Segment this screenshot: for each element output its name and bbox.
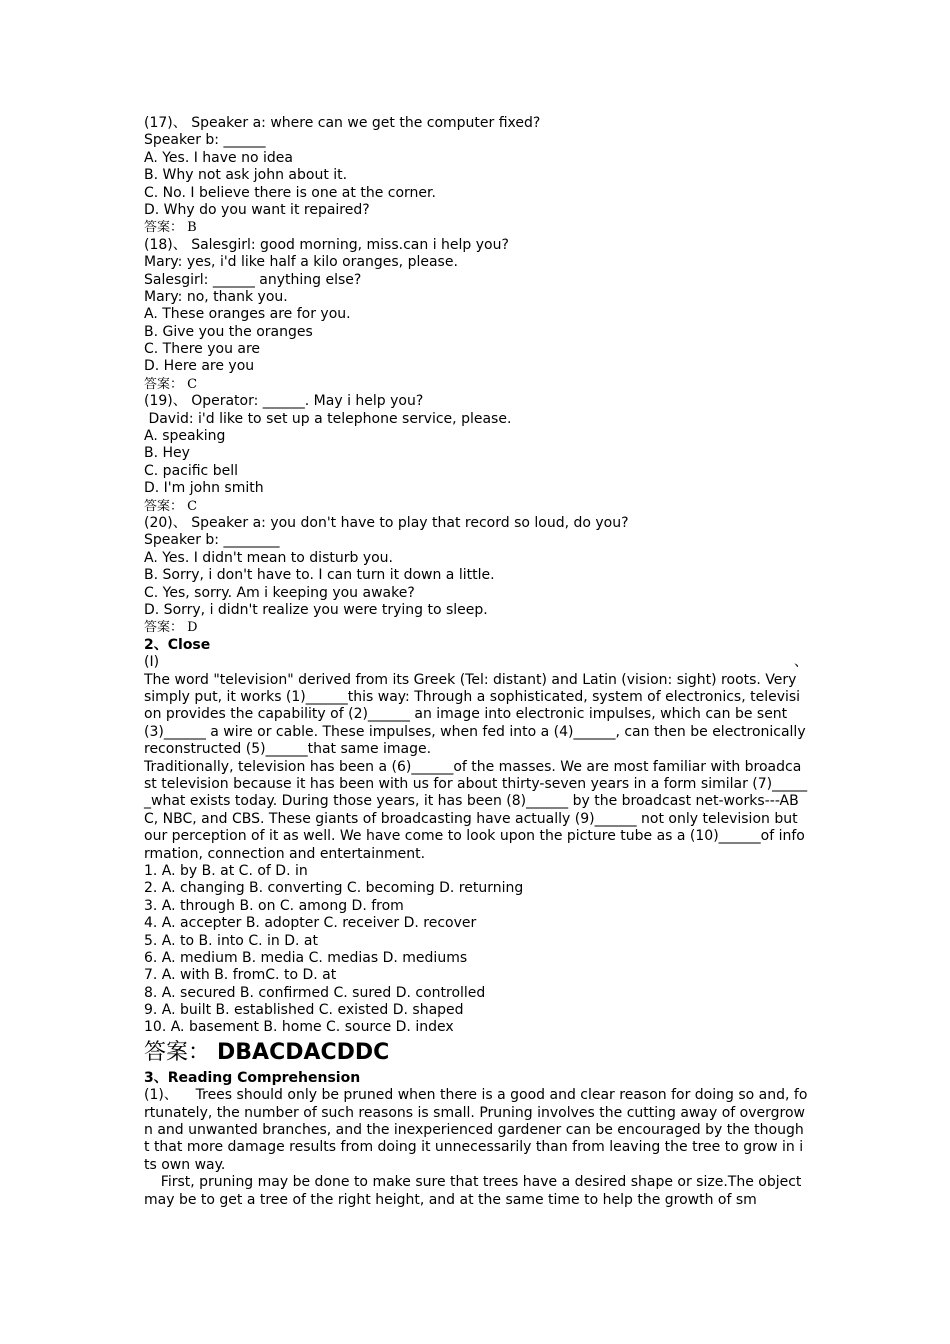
reading-heading: 3、Reading Comprehension — [144, 1069, 361, 1086]
q19-stem: (19)、 Operator: ______. May i help you? — [144, 393, 424, 410]
cloze-option-8: 8. A. secured B. confirmed C. sured D. controlled — [144, 984, 486, 1001]
q18-stem: (18)、 Salesgirl: good morning, miss.can i help you? — [144, 236, 509, 253]
q20-stem: (20)、 Speaker a: you don't have to play that record so loud, do you? — [144, 514, 629, 531]
cloze-option-9: 9. A. built B. established C. existed D. shaped — [144, 1002, 464, 1019]
q17-prompt: Speaker b: ______ — [144, 132, 266, 149]
q18-option-d: D. Here are you — [144, 358, 255, 375]
cloze-option-7: 7. A. with B. fromC. to D. at — [144, 967, 337, 984]
q18-line-1: Mary: yes, i'd like half a kilo oranges, please. — [144, 254, 458, 271]
q20-option-a: A. Yes. I didn't mean to disturb you. — [144, 549, 393, 566]
cloze-option-3: 3. A. through B. on C. among D. from — [144, 897, 404, 914]
q18-option-a: A. These oranges are for you. — [144, 306, 351, 323]
cloze-option-1: 1. A. by B. at C. of D. in — [144, 862, 308, 879]
q19-option-a: A. speaking — [144, 428, 226, 445]
cloze-paragraph-1: The word "television" derived from its Greek (Tel: distant) and Latin (vision: sight) roots. Very simply put, it works (1)______this way: Through a sophisticated, system of electronics, television provides the capability of (2)______ an image into electronic impulses, which can be sent (3)______ a wire or cable. These impulses, when fed into a (4)______, can then be electronically reconstructed (5)______that same image. — [144, 671, 806, 758]
q20-prompt: Speaker b: ________ — [144, 532, 280, 549]
q18-answer: 答案： C — [144, 376, 198, 392]
q20-option-d: D. Sorry, i didn't realize you were trying to sleep. — [144, 601, 488, 618]
cloze-heading: 2、Close — [144, 636, 211, 653]
q20-answer: 答案： D — [144, 620, 198, 636]
q19-prompt: David: i'd like to set up a telephone service, please. — [144, 410, 512, 427]
cloze-paragraph-2: Traditionally, television has been a (6)______of the masses. We are most familiar with broadcast television because it has been with us for about thirty-seven years in a form similar (7)______what exists today. During those years, it has been (8)______ by the broadcast net-works---ABC, NBC, and CBS. These giants of broadcasting have actually (9)______ not only television but our perception of it as well. We have come to look upon the picture tube as a (10)______of information, connection and entertainment. — [144, 758, 808, 862]
q18-option-b: B. Give you the oranges — [144, 323, 313, 340]
q18-option-c: C. There you are — [144, 341, 261, 358]
q19-option-b: B. Hey — [144, 445, 190, 462]
q17-option-a: A. Yes. I have no idea — [144, 149, 293, 166]
q18-line-3: Mary: no, thank you. — [144, 288, 288, 305]
q17-option-b: B. Why not ask john about it. — [144, 167, 348, 184]
cloze-option-2: 2. A. changing B. converting C. becoming D. returning — [144, 880, 524, 897]
cloze-answer-label: 答案： — [144, 1039, 211, 1065]
cloze-answer-value: DBACDACDDC — [217, 1039, 390, 1065]
q17-stem: (17)、 Speaker a: where can we get the computer fixed? — [144, 115, 541, 131]
reading-paragraph-1: (1)、 Trees should only be pruned when there is a good and clear reason for doing so and, fortunately, the number of such reasons is small. Pruning involves the cutting away of overgrown and unwanted branches, and the inexperienced gardener can be encouraged by the thought that more damage results from doing it unnecessarily than from leaving the tree to grow in its own way. — [144, 1087, 808, 1173]
reading-paragraph-2: First, pruning may be done to make sure that trees have a desired shape or size.The object may be to get a tree of the right height, and at the same time to help the growth of sm — [144, 1174, 802, 1208]
q19-answer: 答案： C — [144, 498, 198, 514]
cloze-marker: (I) — [144, 654, 160, 671]
cloze-option-4: 4. A. accepter B. adopter C. receiver D. recover — [144, 915, 477, 932]
q19-option-d: D. I'm john smith — [144, 480, 264, 497]
cloze-option-5: 5. A. to B. into C. in D. at — [144, 932, 318, 949]
cloze-answer — [144, 1039, 808, 1067]
q20-option-b: B. Sorry, i don't have to. I can turn it down a little. — [144, 567, 495, 584]
q20-option-c: C. Yes, sorry. Am i keeping you awake? — [144, 584, 415, 601]
cloze-marker-line — [144, 654, 808, 671]
cloze-option-6: 6. A. medium B. media C. medias D. mediums — [144, 949, 468, 966]
cloze-marker-tail: 、 — [794, 654, 808, 671]
q18-line-2: Salesgirl: ______ anything else? — [144, 271, 362, 288]
cloze-option-10: 10. A. basement B. home C. source D. index — [144, 1019, 454, 1036]
q17-answer: 答案： B — [144, 220, 197, 236]
q19-option-c: C. pacific bell — [144, 462, 238, 479]
document-page — [144, 115, 808, 1209]
q17-option-d: D. Why do you want it repaired? — [144, 201, 370, 218]
q17-option-c: C. No. I believe there is one at the corner. — [144, 184, 436, 201]
